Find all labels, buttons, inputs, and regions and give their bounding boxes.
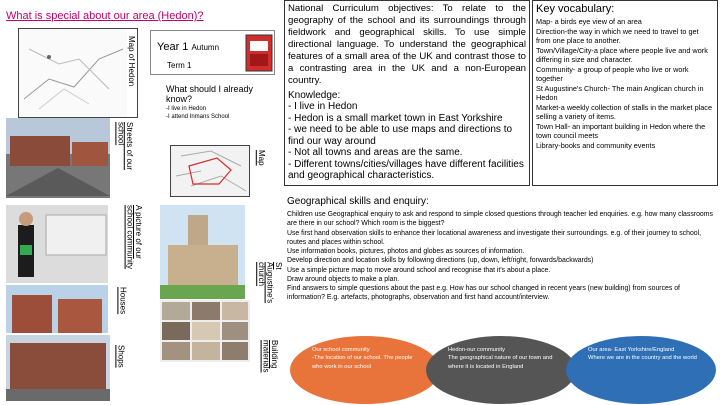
vocabulary-item: St Augustine's Church- The main Anglican church in Hedon <box>536 83 704 103</box>
page-title: What is special about our area (Hedon)? <box>6 10 204 22</box>
oval-hedon-community <box>426 336 576 404</box>
vocabulary-item: Town Hall- an important building in Hedon where the town council meets <box>536 121 706 141</box>
oval-title: Our area- East Yorkshire/England <box>588 347 675 353</box>
skills-paragraph: Develop direction and location skills by following directions (up, down, left/right, forwards/backwards) <box>287 257 594 265</box>
school-community-photo <box>6 205 108 283</box>
knowledge-point: - we need to be able to use maps and directions to find our way around <box>288 124 513 147</box>
vocabulary-heading: Key vocabulary: <box>536 3 615 15</box>
local-map-card <box>170 145 250 197</box>
knowledge-heading: Knowledge: <box>288 89 341 101</box>
already-know-heading: What should I already know? <box>166 84 254 105</box>
year-box <box>150 30 275 75</box>
skills-heading: Geographical skills and enquiry: <box>287 196 429 207</box>
oval-body: The geographical nature of our town and where it is located in England <box>448 355 553 370</box>
skills-paragraph: Draw around objects to make a plan. <box>287 275 400 283</box>
skills-paragraph: Use information books, pictures, photos and globes as sources of information. <box>287 248 525 255</box>
oval-title: Our school community <box>312 347 370 353</box>
vocabulary-item: Library-books and community events <box>536 140 656 150</box>
knowledge-point: - I live in Hedon <box>288 101 358 113</box>
building-materials-photo <box>160 300 250 362</box>
knowledge-point: - Hedon is a small market town in East Yorkshire <box>288 112 503 124</box>
school-crest-icon <box>245 34 273 72</box>
shops-photo <box>6 335 110 401</box>
vocabulary-item: Market-a weekly collection of stalls in the market place selling a variety of items. <box>536 102 713 122</box>
already-know-point: -I live in Hedon <box>166 105 207 112</box>
streets-photo <box>6 118 110 198</box>
church-label: St Augustine's church <box>257 262 283 304</box>
skills-paragraph: Children use Geographical enquiry to ask and respond to simple closed questions through teacher led enquiries. e.g. how many classrooms are there in our school? Which room is the biggest? <box>287 211 713 228</box>
already-know-box <box>166 84 276 144</box>
oval-title: Hedon-our community <box>448 347 506 353</box>
vocabulary-item: Town/Village/City-a place where people live and work differing in size and character. <box>536 45 708 65</box>
vocabulary-item: Map- a birds eye view of an area <box>536 17 642 27</box>
year-label: Year 1 <box>157 41 189 53</box>
map-card <box>18 28 138 118</box>
curriculum-knowledge-box <box>284 0 530 186</box>
knowledge-point: - Different towns/cities/villages have different facilities and geographical characteristics. <box>288 158 524 182</box>
skills-paragraph: Use first hand observation skills to enhance their locational awareness and investigate their surroundings. e.g. of their journey to school, routes and places within school. <box>287 229 702 246</box>
map-label: Map <box>256 150 266 166</box>
houses-label: Houses <box>118 287 128 315</box>
oval-body: -The location of our school. The people who work in our school <box>312 355 413 370</box>
shops-label: Shops <box>116 345 126 368</box>
skills-section <box>284 196 718 336</box>
streets-label: Streets of our school <box>116 122 134 171</box>
skills-paragraph: Use a simple picture map to move around school and recognise that it's about a place. <box>287 266 551 274</box>
already-know-point: -I attend Inmans School <box>166 113 230 120</box>
hedon-map-image <box>19 29 127 117</box>
oval-east-yorkshire <box>566 336 716 404</box>
oval-school-community <box>290 336 440 404</box>
oval-body: Where we are in the country and the world <box>588 355 697 362</box>
school-community-label: A picture of our school community <box>125 205 143 270</box>
curriculum-text: National Curriculum objectives: To relate to the geography of the school and its surroundings through fieldwork and geographical skills. To use simple directional language. To understand the geographical features of a small area of the UK and contrast those to a contrasting area in the UK and a non-European country. <box>288 3 526 87</box>
knowledge-section <box>285 90 529 182</box>
building-materials-label: Building materials <box>261 340 279 373</box>
knowledge-point: - Not all towns and areas are the same. <box>288 147 463 159</box>
vocabulary-item: Direction-the way in which we need to travel to get from one place to another. <box>536 26 699 46</box>
term-label: Term 1 <box>167 61 192 70</box>
skills-paragraph: Find answers to simple questions about the past e.g. How has our school changed in recent years (new building) from sources of information? E.g. artefacts, photographs, observation and first hand account/interview. <box>287 285 680 302</box>
vocabulary-box <box>532 0 718 186</box>
houses-photo <box>6 285 108 333</box>
church-photo <box>160 205 245 299</box>
vocabulary-item: Community- a group of people who live or work together <box>536 64 689 84</box>
map-of-hedon-label: Map of Hedon <box>126 36 136 87</box>
autumn-label: Autumn <box>191 43 220 52</box>
